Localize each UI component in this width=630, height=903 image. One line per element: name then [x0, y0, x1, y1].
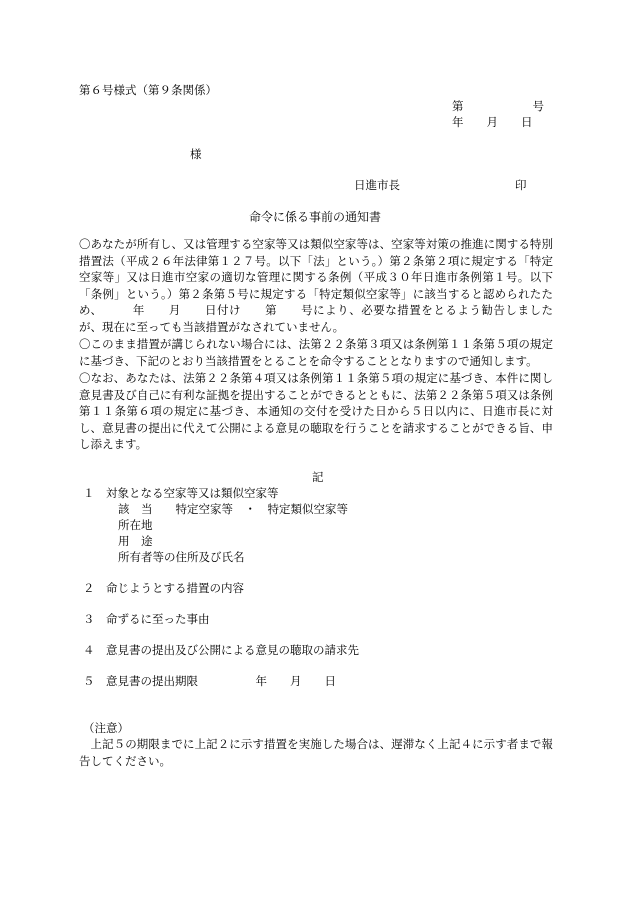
item-1-number: １ — [83, 486, 95, 500]
document-number-line: 第 号 — [452, 99, 544, 113]
document-date-line: 年 月 日 — [452, 115, 533, 129]
item-4-number: ４ — [83, 643, 95, 657]
item-1-label: 対象となる空家等又は類似空家等 — [106, 486, 279, 500]
item-3-label: 命ずるに至った事由 — [106, 612, 210, 626]
item-5-label: 意見書の提出期限 年 月 日 — [106, 674, 336, 688]
item-2-number: ２ — [83, 581, 95, 595]
addressee-honorific: 様 — [190, 147, 202, 161]
document-title: 命令に係る事前の通知書 — [248, 210, 381, 224]
item-3-number: ３ — [83, 612, 95, 626]
item-5-number: ５ — [83, 674, 95, 688]
item-4-label: 意見書の提出及び公開による意見の聴取の請求先 — [106, 643, 359, 657]
form-label: 第６号様式（第９条関係） — [79, 83, 217, 97]
item-1-use: 用 途 — [118, 534, 153, 548]
item-1-applicable: 該 当 特定空家等 ・ 特定類似空家等 — [118, 502, 348, 516]
body-paragraph-2: 〇このまま措置が講じられない場合には、法第２２条第３項又は条例第１１条第５項の規定に基づき、下記のとおり当該措置をとることを命令することとなりますので通知します。 — [79, 337, 553, 368]
item-1-location: 所在地 — [118, 518, 153, 532]
item-2-label: 命じようとする措置の内容 — [106, 581, 244, 595]
issuer-line: 日進市長 印 — [354, 178, 527, 192]
body-paragraph-3: 〇なお、あなたは、法第２２条第４項又は条例第１１条第５項の規定に基づき、本件に関し意見書及び自己に有利な証拠を提出することができるとともに、法第２２条第５項又は条例第１１条第６項の規定に基づき、本通知の交付を受けた日から５日以内に、日進市長に対し、意見書の提出に代えて公開による意見の聴取を行うことを請求することができる旨、申し添えます。 — [79, 371, 553, 452]
body-paragraph-1: 〇あなたが所有し、又は管理する空家等又は類似空家等は、空家等対策の推進に関する特別措置法（平成２６年法律第１２７号。以下「法」という。）第２条第２項に規定する「特定空家等」又は日進市空家の適切な管理に関する条例（平成３０年日進市条例第１号。以下「条例」という。）第２条第５号に規定する「特定類似空家等」に該当すると認められたため、 年 月 日付け 第 号により、必要な措置をとるよう勧告しましたが、現在に至っても当該措置がなされていません。 — [79, 237, 553, 334]
item-1-owner: 所有者等の住所及び氏名 — [118, 550, 245, 564]
ki-heading: 記 — [312, 470, 324, 484]
note-heading: （注意） — [83, 721, 129, 735]
note-text: 上記５の期限までに上記２に示す措置を実施した場合は、遅滞なく上記４に示す者まで報告してください。 — [79, 737, 553, 768]
